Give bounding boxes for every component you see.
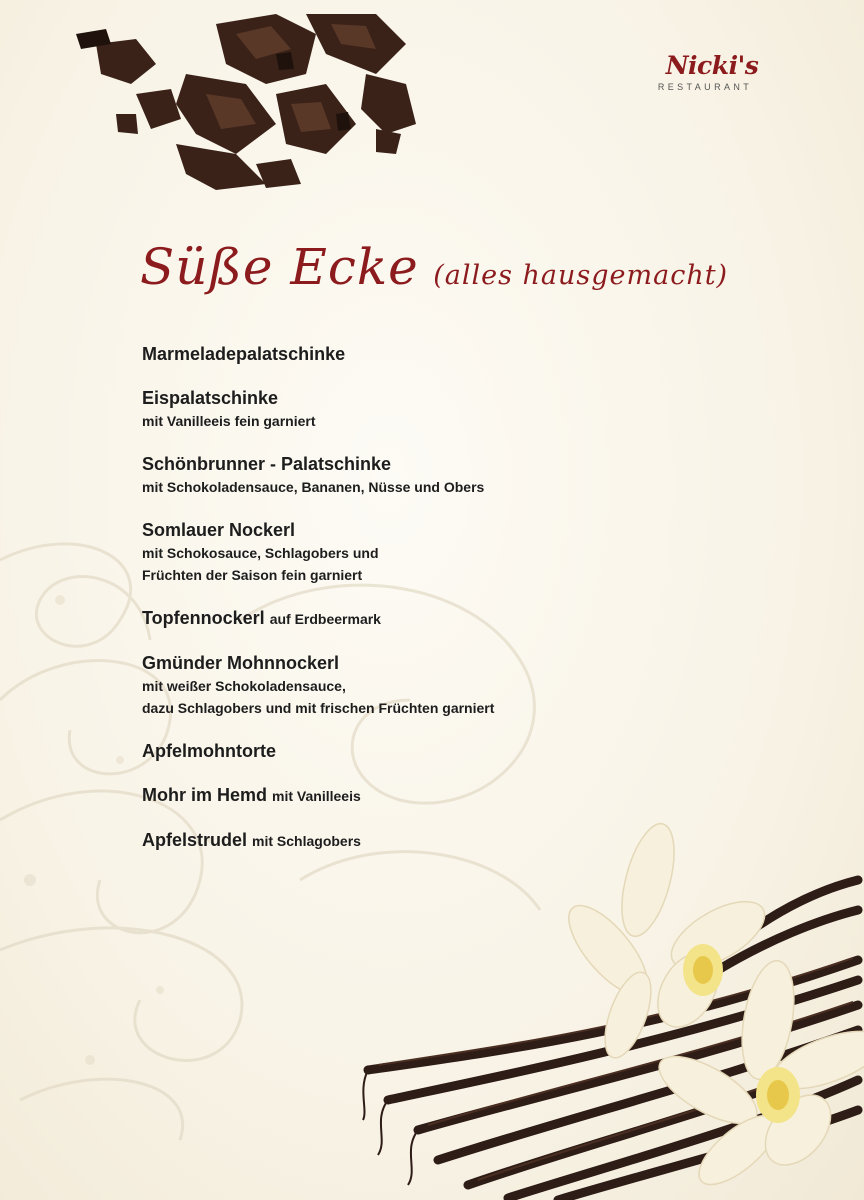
menu-item: [142, 452, 742, 498]
menu-item-description: mit Vanilleeis fein garniert: [142, 413, 316, 429]
menu-item: [142, 386, 742, 432]
menu-item-name: Gmünder Mohnnockerl: [142, 653, 340, 673]
menu-item-title: Topfennockerl: [142, 608, 265, 628]
menu-item-title: Apfelstrudel: [142, 830, 248, 850]
menu-item-description: Früchten der Saison fein garniert: [142, 567, 363, 583]
menu-item: [142, 518, 742, 586]
logo-subtitle: RESTAURANT: [657, 82, 753, 92]
menu-item-name: Somlauer Nockerl: [142, 520, 296, 540]
menu-item-description: mit Schokosauce, Schlagobers und: [142, 545, 379, 561]
menu-item-name: Schönbrunner - Palatschinke: [142, 454, 392, 474]
menu-item: [142, 651, 742, 719]
menu-item-note: auf Erdbeermark: [269, 611, 381, 627]
menu-item-title: Mohr im Hemd: [142, 785, 268, 805]
page-title-subtitle: (alles hausgemacht): [433, 260, 729, 291]
logo-name: Nicki's: [665, 51, 759, 80]
menu-item-description: mit weißer Schokoladensauce,: [142, 678, 346, 694]
menu-item-description: dazu Schlagobers und mit frischen Früchten garniert: [142, 700, 495, 716]
page-title: [140, 238, 728, 296]
menu-item-name: Marmeladepalatschinke: [142, 344, 346, 364]
dessert-menu: [142, 342, 742, 873]
menu-item: [142, 739, 742, 763]
menu-item-name: [142, 606, 742, 631]
menu-item-description: mit Schokoladensauce, Bananen, Nüsse und Obers: [142, 479, 485, 495]
chocolate-shavings-image: [76, 14, 430, 190]
menu-item-name: [142, 783, 742, 808]
restaurant-logo: [640, 52, 770, 92]
menu-item: [142, 783, 742, 808]
page-title-main: Süße Ecke: [140, 238, 419, 296]
menu-item-name: Apfelmohntorte: [142, 741, 276, 761]
vanilla-orchid-image: [358, 820, 864, 1200]
menu-item-name: Eispalatschinke: [142, 388, 279, 408]
menu-item: [142, 606, 742, 631]
menu-item-note: mit Vanilleeis: [272, 788, 361, 804]
menu-item: [142, 342, 742, 366]
menu-item-note: mit Schlagobers: [252, 833, 361, 849]
